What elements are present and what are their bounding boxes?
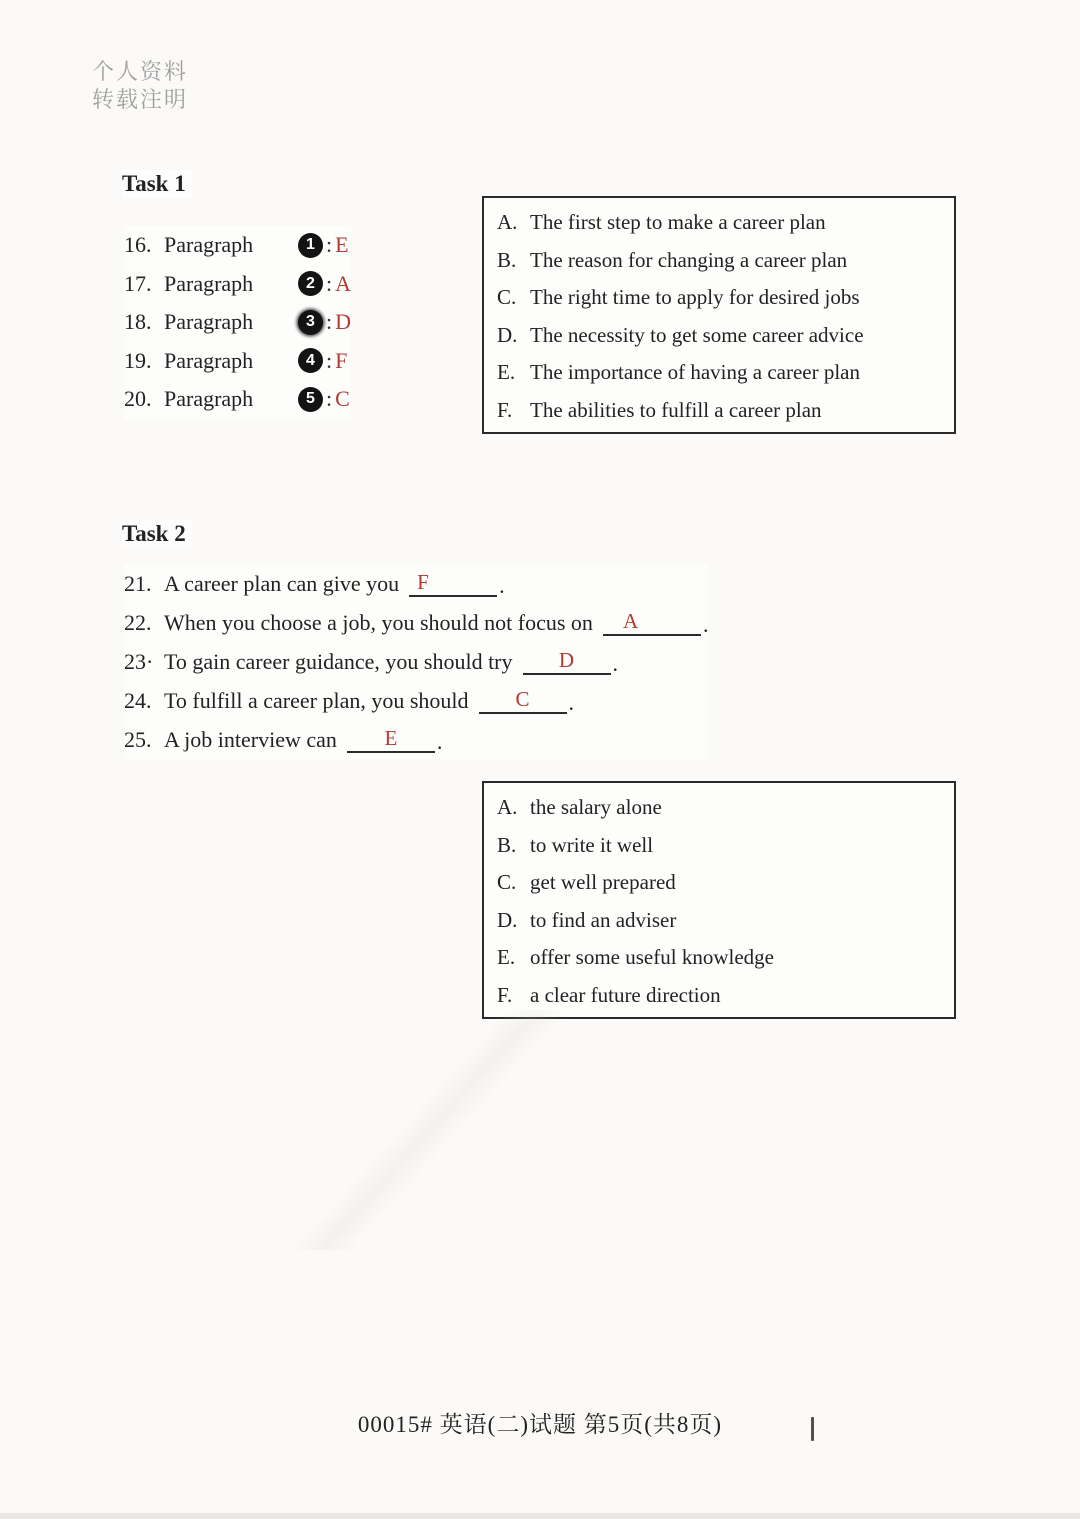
option-letter: F. (497, 982, 513, 1007)
option-letter: C. (497, 285, 517, 309)
colon-separator: : (326, 386, 333, 412)
option-text: a clear future direction (530, 982, 721, 1007)
question-number: 24. (124, 687, 152, 713)
question-text: To fulfill a career plan, you should (164, 687, 469, 713)
option-row (484, 317, 954, 355)
page-footer: 00015# 英语(二)试题 第5页(共8页) (357, 1412, 723, 1437)
task1-options-box (482, 196, 956, 434)
task1-question-row (124, 226, 351, 265)
sentence-period: . (612, 651, 619, 676)
handwritten-answer: D (335, 309, 352, 335)
answer-blank (347, 725, 435, 753)
circled-number-icon: 5 (298, 387, 323, 412)
handwritten-answer: E (384, 726, 398, 750)
option-row (484, 204, 954, 242)
question-number: 20. (124, 386, 152, 412)
question-number: 25. (124, 726, 152, 752)
option-letter: E. (497, 945, 516, 969)
task2-question-row (124, 564, 708, 603)
handwritten-answer: F (417, 570, 429, 594)
question-text: A career plan can give you (164, 570, 400, 596)
task2-question-row (124, 603, 708, 642)
question-prefix: Paragraph (164, 309, 254, 335)
option-text: The reason for changing a career plan (530, 247, 848, 272)
task1-question-row (124, 380, 351, 419)
option-row (484, 242, 954, 280)
handwritten-answer: E (335, 232, 349, 258)
task1-question-list (124, 226, 351, 419)
handwritten-answer: A (335, 270, 352, 296)
answer-blank (409, 569, 497, 597)
handwritten-answer: C (335, 386, 350, 412)
task1-title: Task 1 (122, 170, 192, 198)
option-row (484, 827, 954, 865)
question-text: A job interview can (164, 726, 337, 752)
option-text: The necessity to get some career advice (530, 322, 864, 347)
option-row (484, 864, 954, 902)
option-letter: B. (497, 247, 517, 272)
question-number: 22. (124, 609, 152, 635)
question-prefix: Paragraph (164, 270, 254, 296)
task1-question-row (124, 303, 351, 342)
question-number: 17. (124, 270, 152, 296)
circled-number-icon: 3 (298, 310, 323, 335)
option-letter: E. (497, 360, 516, 384)
colon-separator: : (326, 270, 333, 296)
circled-number-icon: 4 (298, 348, 323, 373)
option-row (484, 789, 954, 827)
answer-blank (523, 647, 611, 675)
sentence-period: . (702, 612, 709, 637)
circled-number-icon: 2 (298, 271, 323, 296)
question-prefix: Paragraph (164, 232, 254, 258)
scan-tick-mark (811, 1417, 814, 1441)
question-number: 21. (124, 570, 152, 596)
scan-smudge (270, 1010, 590, 1250)
sentence-period: . (568, 690, 575, 715)
option-row (484, 939, 954, 977)
question-number: 23· (124, 648, 154, 674)
handwritten-answer: D (558, 648, 575, 672)
option-row (484, 354, 954, 392)
option-text: The abilities to fulfill a career plan (530, 397, 822, 422)
option-letter: A. (497, 210, 518, 234)
question-number: 18. (124, 309, 152, 335)
option-text: The first step to make a career plan (530, 210, 826, 234)
sentence-period: . (436, 729, 443, 754)
option-letter: A. (497, 795, 518, 819)
option-text: to write it well (530, 832, 654, 857)
option-text: The right time to apply for desired jobs (530, 285, 860, 309)
watermark-line-1: 个人资料 (92, 59, 189, 84)
task2-question-row (124, 642, 708, 681)
option-letter: F. (497, 397, 513, 422)
task2-question-list (124, 564, 708, 759)
option-letter: C. (497, 870, 517, 894)
option-text: get well prepared (530, 870, 676, 894)
task1-question-row (124, 342, 351, 381)
handwritten-answer: A (622, 609, 639, 633)
handwritten-answer: F (335, 347, 348, 373)
watermark-line-2: 转载注明 (92, 87, 189, 112)
option-text: The importance of having a career plan (530, 360, 861, 384)
question-number: 19. (124, 347, 152, 373)
question-text: To gain career guidance, you should try (164, 648, 513, 674)
option-letter: D. (497, 907, 518, 932)
task1-question-row (124, 265, 351, 304)
option-text: to find an adviser (530, 907, 677, 932)
sentence-period: . (499, 573, 505, 598)
task2-title: Task 2 (122, 520, 192, 548)
scan-edge-shadow (0, 1513, 1080, 1519)
answer-blank (479, 686, 567, 714)
colon-separator: : (326, 232, 333, 258)
personal-data-watermark (92, 58, 188, 114)
colon-separator: : (326, 347, 333, 373)
task2-question-row (124, 720, 708, 759)
answer-blank (603, 608, 701, 636)
question-text: When you choose a job, you should not focus on (164, 609, 593, 635)
option-text: offer some useful knowledge (530, 945, 774, 969)
option-text: the salary alone (530, 795, 662, 819)
task2-options-box (482, 781, 956, 1019)
colon-separator: : (326, 309, 333, 335)
circled-number-icon: 1 (298, 233, 323, 258)
handwritten-answer: C (515, 687, 530, 711)
option-row (484, 392, 954, 430)
option-row (484, 977, 954, 1015)
option-letter: D. (497, 322, 518, 347)
task2-question-row (124, 681, 708, 720)
option-row (484, 279, 954, 317)
option-row (484, 902, 954, 940)
question-prefix: Paragraph (164, 386, 254, 412)
question-prefix: Paragraph (164, 347, 254, 373)
question-number: 16. (124, 232, 152, 258)
option-letter: B. (497, 832, 517, 857)
